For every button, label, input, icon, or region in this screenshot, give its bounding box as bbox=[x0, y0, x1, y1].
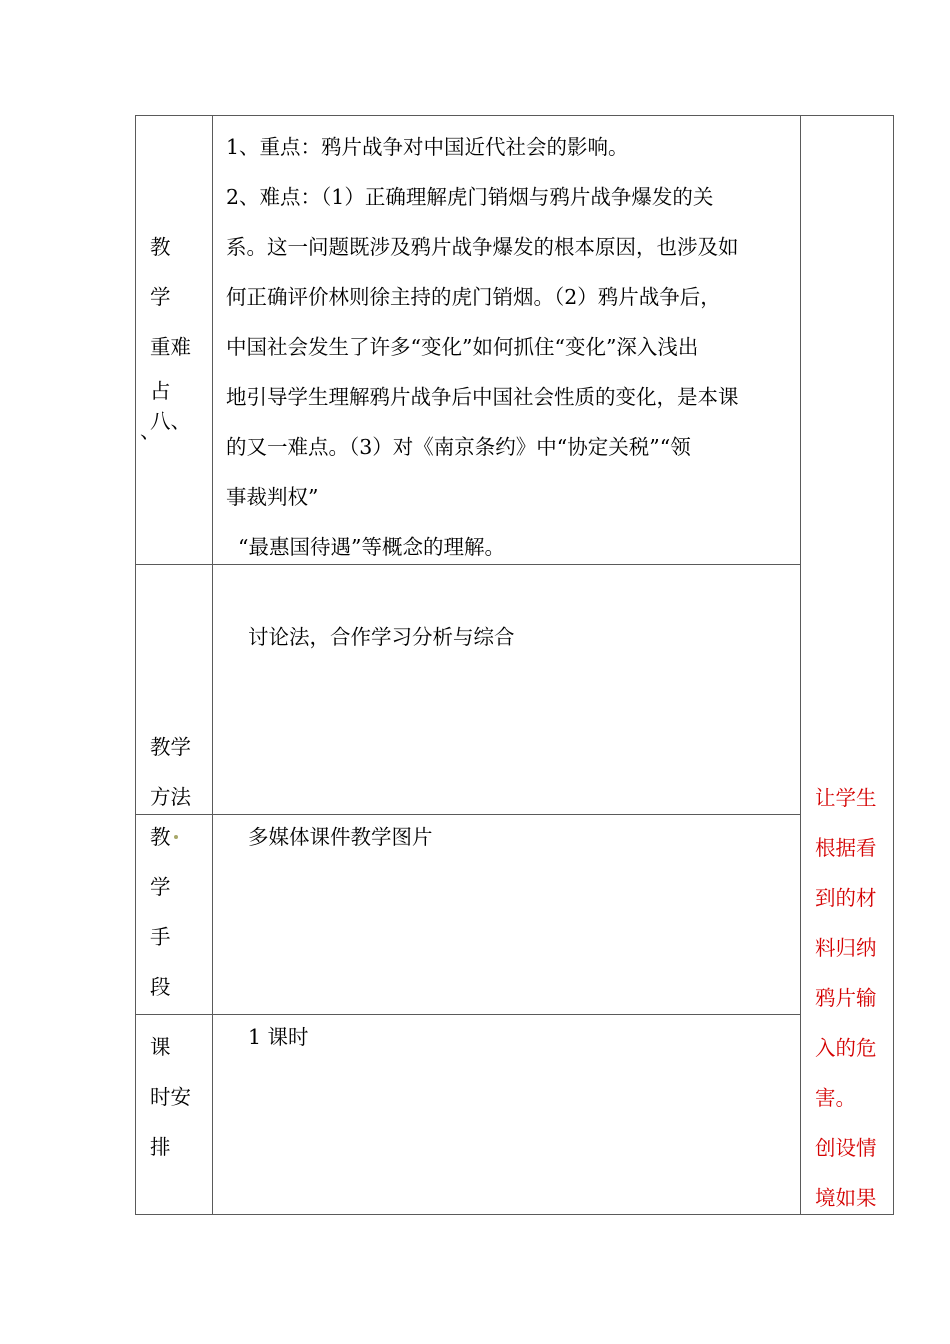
means-label bbox=[150, 812, 171, 1012]
row-divider-2 bbox=[135, 814, 801, 815]
table-top-border bbox=[135, 115, 894, 116]
schedule-content: 1 课时 bbox=[248, 1025, 309, 1049]
method-label-line: 教学 bbox=[150, 735, 191, 759]
difficulty-line-1: 1、重点：鸦片战争对中国近代社会的影响。 bbox=[226, 135, 629, 159]
bullet-dot-icon bbox=[174, 835, 178, 839]
means-label-line: 段 bbox=[150, 975, 171, 999]
difficulty-label-line: 教 bbox=[150, 235, 171, 259]
side-note-line: 让学生 bbox=[815, 786, 877, 810]
side-note-line: 到的材 bbox=[815, 886, 877, 910]
side-note-line: 境如果 bbox=[815, 1186, 877, 1210]
side-note-line: 害。 bbox=[815, 1086, 856, 1110]
side-note-line: 料归纳 bbox=[815, 936, 877, 960]
row-divider-3 bbox=[135, 1014, 801, 1015]
means-label-line: 学 bbox=[150, 875, 171, 899]
method-content: 讨论法，合作学习分析与综合 bbox=[248, 625, 515, 649]
means-label-line: 手 bbox=[150, 925, 171, 949]
difficulty-label-line: 学 bbox=[150, 285, 171, 309]
table-right-border bbox=[893, 115, 894, 1215]
schedule-label bbox=[150, 1022, 191, 1172]
method-label-line: 方法 bbox=[150, 785, 191, 809]
side-note-line: 创设情 bbox=[815, 1136, 877, 1160]
side-note-line: 入的危 bbox=[815, 1036, 877, 1060]
difficulty-line-5: 中国社会发生了许多“变化”如何抓住“变化”深入浅出 bbox=[226, 335, 699, 359]
difficulty-label-mark: 、 bbox=[140, 419, 161, 443]
table-bottom-border bbox=[135, 1214, 894, 1215]
side-note bbox=[815, 773, 877, 1223]
schedule-label-line: 排 bbox=[150, 1135, 171, 1159]
means-label-line: 教 bbox=[150, 825, 171, 849]
schedule-label-line: 课 bbox=[150, 1035, 171, 1059]
method-label bbox=[150, 722, 191, 822]
means-content: 多媒体课件教学图片 bbox=[248, 825, 433, 849]
side-note-line: 鸦片输 bbox=[815, 986, 877, 1010]
difficulty-line-8: 事裁判权” bbox=[226, 485, 319, 509]
difficulty-line-6: 地引导学生理解鸦片战争后中国社会性质的变化，是本课 bbox=[226, 385, 739, 409]
difficulty-label bbox=[150, 222, 191, 432]
difficulty-label-line: 占 bbox=[150, 379, 171, 403]
note-column-divider bbox=[800, 115, 801, 1215]
difficulty-line-3: 系。这一问题既涉及鸦片战争爆发的根本原因，也涉及如 bbox=[226, 235, 739, 259]
schedule-label-line: 时安 bbox=[150, 1085, 191, 1109]
difficulty-label-line: 重难 bbox=[150, 335, 191, 359]
table-left-border bbox=[135, 115, 136, 1215]
difficulty-line-7: 的又一难点。（3）对《南京条约》中“协定关税”“领 bbox=[226, 435, 691, 459]
difficulty-line-9: “最惠国待遇”等概念的理解。 bbox=[238, 535, 505, 559]
difficulty-line-2: 2、难点：（1）正确理解虎门销烟与鸦片战争爆发的关 bbox=[226, 185, 714, 209]
side-note-line: 根据看 bbox=[815, 836, 877, 860]
label-column-divider bbox=[212, 115, 213, 1215]
difficulty-label-line: 八、 bbox=[150, 409, 191, 433]
difficulty-line-4: 何正确评价林则徐主持的虎门销烟。（2）鸦片战争后， bbox=[226, 285, 721, 309]
